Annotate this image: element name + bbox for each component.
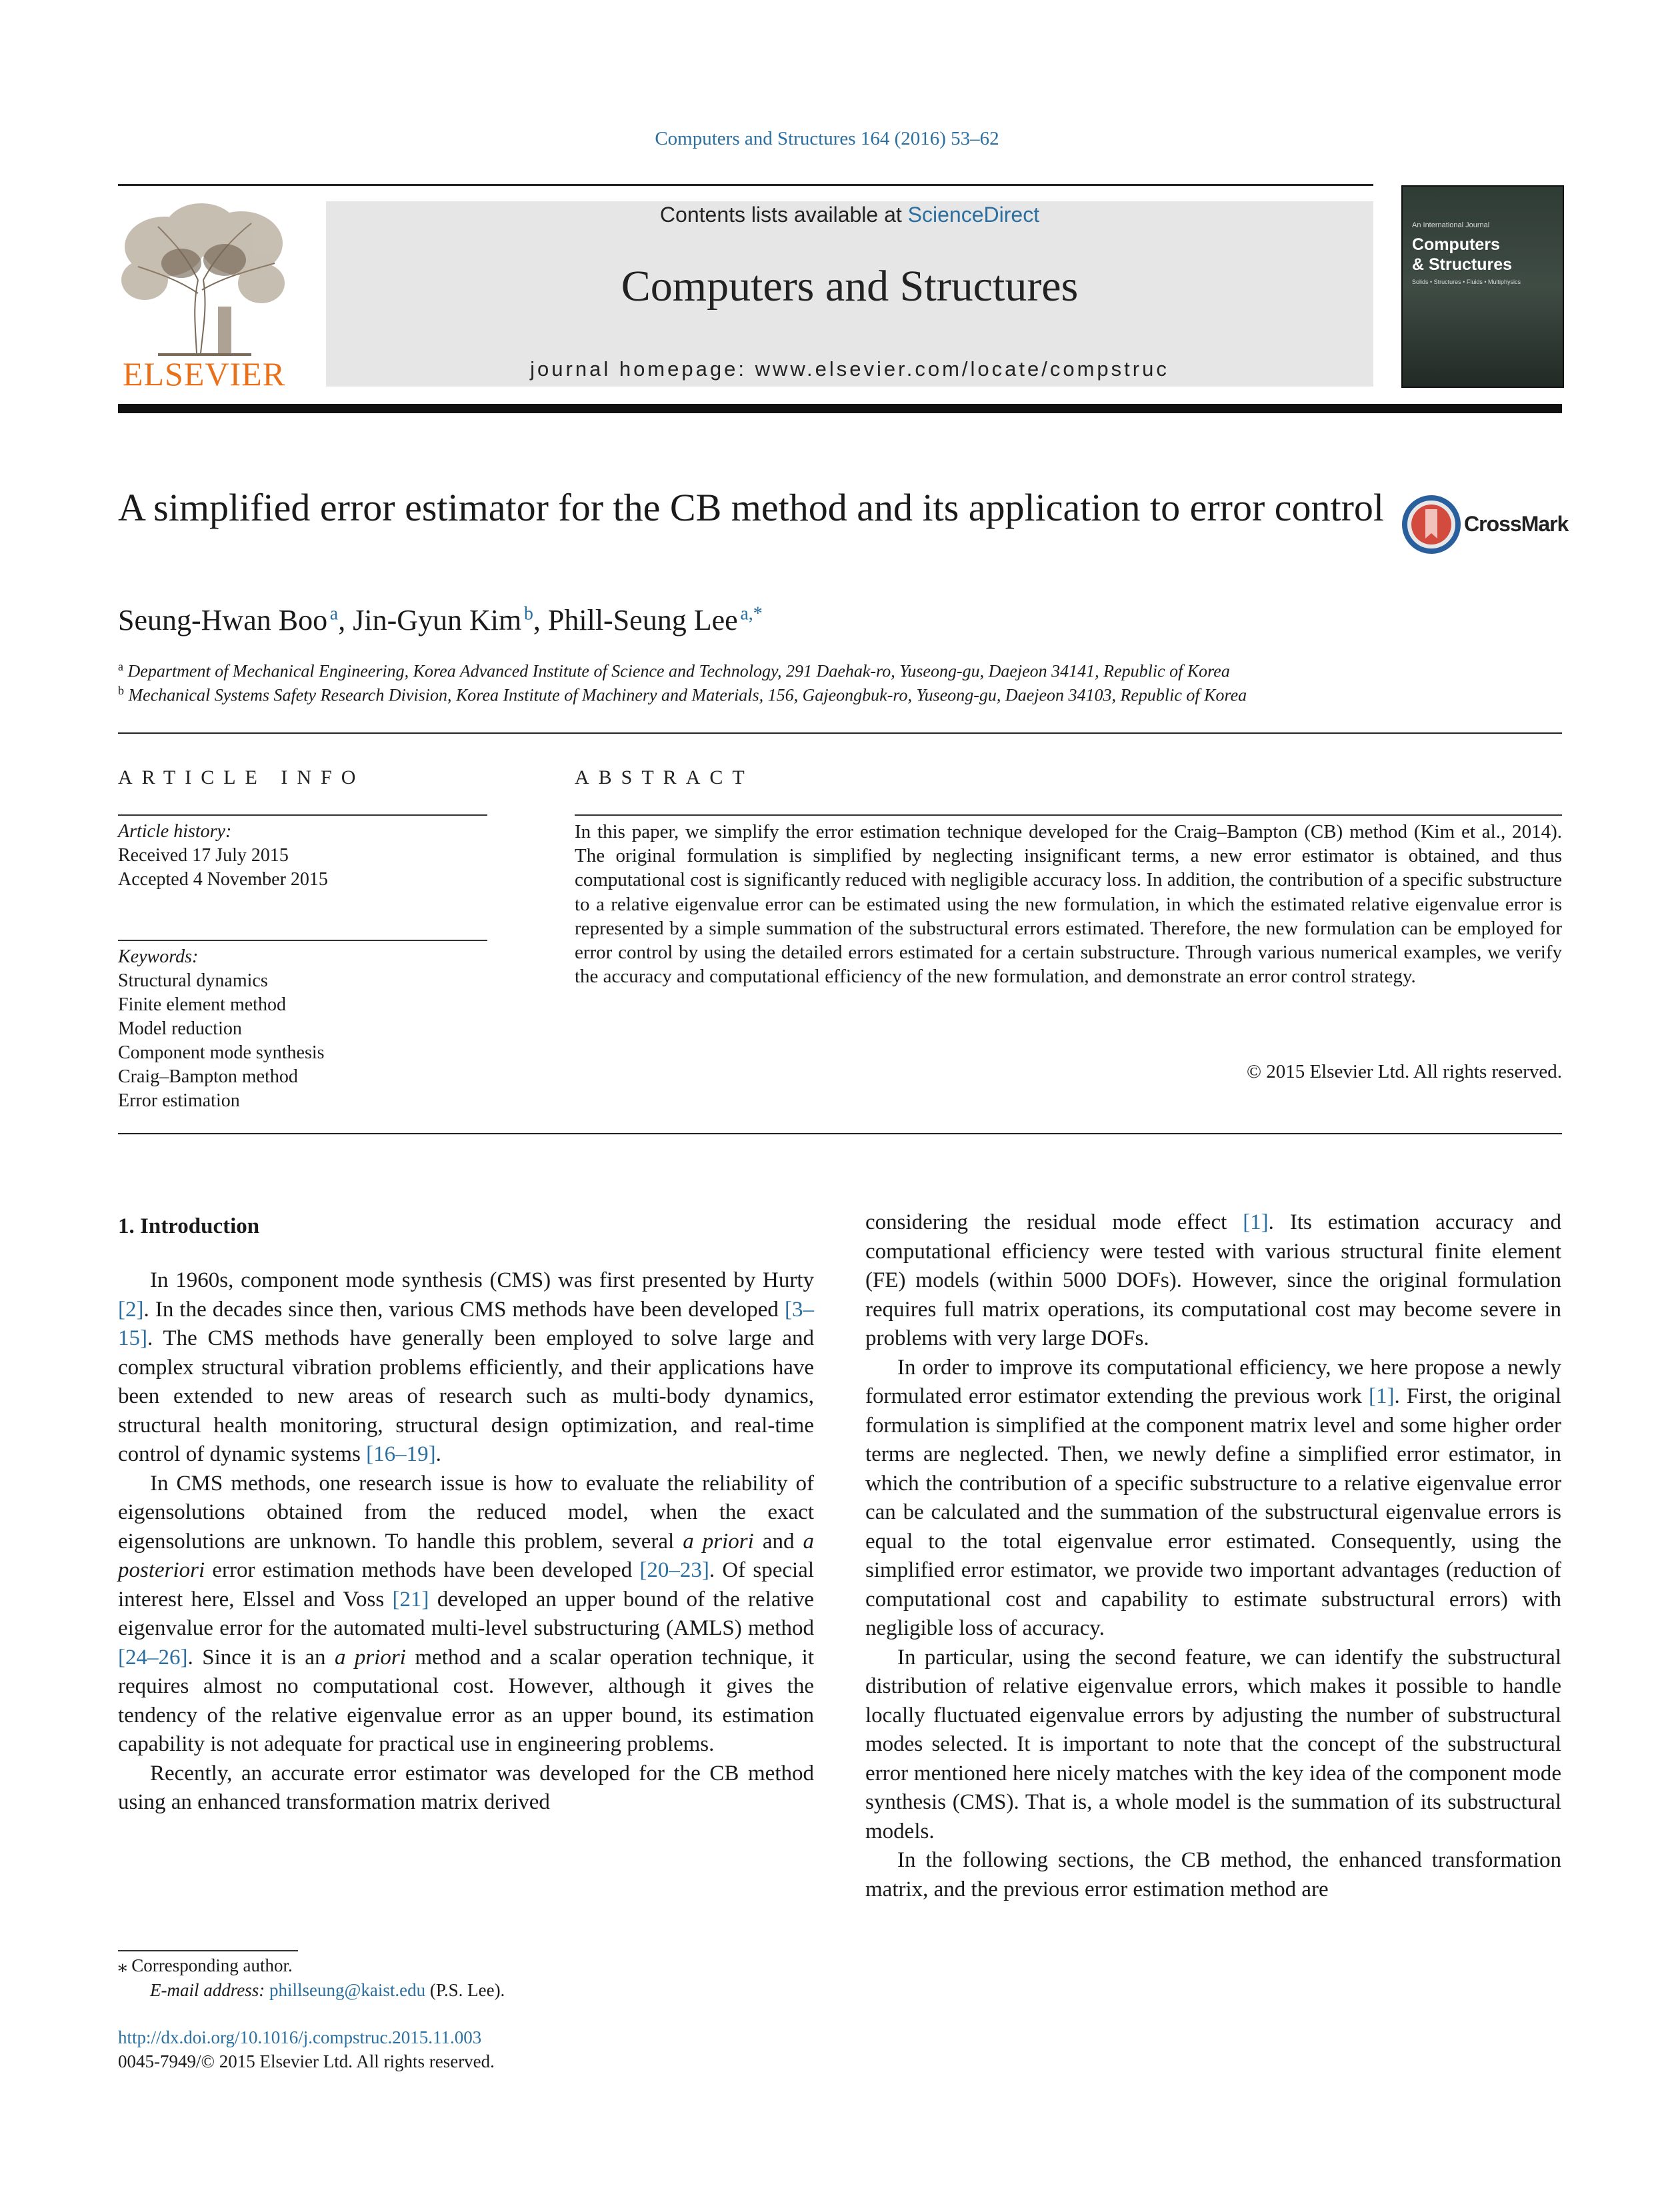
keyword: Component mode synthesis	[118, 1042, 325, 1063]
keyword: Structural dynamics	[118, 970, 268, 991]
text: . The CMS methods have generally been employed to solve large and complex structural vibration problems efficiently, and their applications have been extended to new areas of research such as multi-body dynamics, structural health monitoring, structural design optimization, and real-time control of dynamic systems	[118, 1326, 814, 1466]
text: .	[435, 1442, 441, 1466]
abstract-text: In this paper, we simplify the error estimation technique developed for the Craig–Bampton (CB) method (Kim et al., 2014). The original formulation is simplified by neglecting insignificant terms, a new error estimator is obtained, and thus computational cost is significantly reduced with negligible accuracy loss. In addition, the contribution of a specific substructure to a relative eigenvalue error can be estimated using the new formulation, in which the estimated relative eigenvalue error is represented by a simple summation of the substructural errors estimated. Therefore, the new formulation can be employed for error control by using the detailed errors estimated for a certain substructure. Through various numerical examples, we verify the accuracy and computational efficiency of the new formulation, and demonstrate an error control strategy.	[575, 821, 1562, 988]
cover-subtitle: Solids • Structures • Fluids • Multiphysics	[1412, 279, 1521, 285]
citation-link[interactable]: [21]	[392, 1587, 429, 1612]
divider	[575, 814, 1562, 816]
text: a priori	[683, 1529, 754, 1554]
received-date: Received 17 July 2015	[118, 845, 289, 866]
elsevier-logo[interactable]	[118, 200, 290, 393]
cover-title	[1412, 235, 1512, 275]
email-label: E-mail address:	[150, 1980, 269, 2000]
affiliation-mark: b	[118, 684, 124, 697]
paragraph	[865, 1208, 1561, 1354]
footnote-rule	[118, 1950, 298, 1951]
paragraph	[118, 1470, 814, 1759]
body-column-left	[118, 1266, 814, 1817]
journal-title: Computers and Structures	[621, 262, 1079, 311]
text: developed an upper bound of the relative eigenvalue error for the automated multi-level substructuring (AMLS) method	[118, 1587, 814, 1640]
affiliation-mark: a	[118, 660, 123, 673]
corresponding-author-note	[118, 1955, 293, 1976]
citation-link[interactable]: [1]	[1243, 1210, 1269, 1234]
text: In order to improve its computational efficiency, we here propose a newly formulated error estimator extending the previous work	[865, 1355, 1561, 1408]
accepted-date: Accepted 4 November 2015	[118, 869, 328, 890]
text: a posteriori	[118, 1529, 814, 1582]
footnote-star: ⁎	[118, 1955, 127, 1975]
divider	[118, 940, 487, 941]
doi-link[interactable]: http://dx.doi.org/10.1016/j.compstruc.2015.11.003	[118, 2027, 482, 2047]
affiliation-text: Department of Mechanical Engineering, Korea Advanced Institute of Science and Technology, 291 Daehak-ro, Yuseong-gu, Daejeon 34141, Republic of Korea	[127, 661, 1230, 681]
paper-title: A simplified error estimator for the CB method and its application to error control	[118, 486, 1385, 529]
keyword: Finite element method	[118, 994, 286, 1015]
abstract-heading: ABSTRACT	[575, 766, 754, 788]
author-name[interactable]: Jin-Gyun Kim	[353, 604, 522, 636]
text: . Since it is an	[187, 1645, 335, 1669]
citation-link[interactable]: [1]	[1368, 1384, 1395, 1408]
text: . Of special interest here, Elssel and Voss	[118, 1558, 814, 1612]
paragraph	[865, 1354, 1561, 1644]
header-top-rule	[118, 184, 1373, 186]
crossmark-icon	[1401, 495, 1461, 554]
section-heading: 1. Introduction	[118, 1214, 260, 1238]
text: In CMS methods, one research issue is how to evaluate the reliability of eigensolutions obtained from the reduced model, when the exact eigensolutions are unknown. To handle this problem, several	[118, 1471, 814, 1554]
contents-prefix: Contents lists available at	[659, 203, 908, 227]
text: . First, the original formulation is simplified at the component matrix level and some higher order terms are neglected. Then, we newly define a simplified error estimator, in which the contribution of a specific substructure to a relative eigenvalue error can be calculated and the summation of the substructural eigenvalue errors is equal to the total eigenvalue error estimated. Consequently, using the simplified error estimator, we provide two important advantages (reduction of computational cost and capability to estimate substructural errors) with negligible loss of accuracy.	[865, 1384, 1561, 1640]
text: . Its estimation accuracy and computational efficiency were tested with various structural finite element (FE) models (within 5000 DOFs). However, since the original formulation requires full matrix operations, its computational cost may become severe in problems with very large DOFs.	[865, 1210, 1561, 1350]
abstract-copyright: © 2015 Elsevier Ltd. All rights reserved.	[1246, 1061, 1562, 1082]
text: In 1960s, component mode synthesis (CMS) was first presented by Hurty	[150, 1268, 814, 1292]
keyword: Error estimation	[118, 1090, 240, 1111]
cover-title-line2: & Structures	[1412, 255, 1513, 274]
text: . In the decades since then, various CMS methods have been developed	[143, 1297, 785, 1322]
citation-link[interactable]: [20–23]	[639, 1558, 709, 1582]
journal-cover-thumbnail[interactable]	[1401, 185, 1564, 388]
keyword: Craig–Bampton method	[118, 1066, 298, 1087]
header-bottom-rule	[118, 404, 1562, 413]
cover-title-line1: Computers	[1412, 235, 1500, 254]
paragraph: In particular, using the second feature, we can identify the substructural distribution of relative eigenvalue errors, which makes it possible to handle locally fluctuated eigenvalue errors by adjusting the number of substructural modes selected. It is important to note that the concept of the substructural error mentioned here nicely matches with the key idea of the component mode synthesis (CMS). That is, a whole model is the summation of its substructural models.	[865, 1645, 1561, 1843]
author-name[interactable]: Phill-Seung Lee	[547, 604, 738, 636]
journal-homepage[interactable]: journal homepage: www.elsevier.com/locate/compstruc	[530, 357, 1169, 381]
text: a priori	[334, 1645, 406, 1669]
divider	[118, 1133, 1562, 1134]
author-affil-mark[interactable]: a,*	[740, 603, 763, 624]
author-list: Seung-Hwan Boo $^a$, Jin-Gyun Kim $^b$, Phill-Seung Lee $^{a,*}$	[118, 603, 763, 636]
affiliation-a	[118, 660, 1230, 682]
issn-copyright: 0045-7949/© 2015 Elsevier Ltd. All rights reserved.	[118, 2051, 495, 2071]
keywords-label: Keywords:	[118, 946, 199, 967]
cover-label: An International Journal	[1412, 221, 1490, 229]
author-affil-mark[interactable]: b	[523, 603, 533, 624]
article-history-label: Article history:	[118, 821, 232, 842]
text: considering the residual mode effect	[865, 1210, 1243, 1234]
affiliation-b	[118, 684, 1247, 706]
paragraph	[118, 1266, 814, 1470]
journal-reference[interactable]: Computers and Structures 164 (2016) 53–62	[655, 128, 999, 149]
divider	[118, 814, 487, 816]
body-column-right	[865, 1208, 1561, 1904]
article-info-heading: ARTICLE INFO	[118, 766, 365, 788]
author-affil-mark[interactable]: a	[329, 603, 339, 624]
keyword: Model reduction	[118, 1018, 242, 1039]
crossmark-label: CrossMark	[1464, 512, 1569, 536]
text: method and a scalar operation technique, it requires almost no computational cost. However, although it gives the tendency of the relative eigenvalue error as an upper bound, its estimation capability is not adequate for practical use in engineering problems.	[118, 1645, 814, 1756]
footnote-text: Corresponding author.	[131, 1955, 293, 1975]
email-suffix: (P.S. Lee).	[425, 1980, 505, 2000]
text: error estimation methods have been developed	[205, 1558, 640, 1582]
citation-link[interactable]: [3–15]	[118, 1297, 814, 1350]
citation-link[interactable]: [2]	[118, 1297, 144, 1322]
paragraph: Recently, an accurate error estimator was developed for the CB method using an enhanced transformation matrix derived	[118, 1761, 814, 1814]
citation-link[interactable]: [24–26]	[118, 1645, 188, 1669]
sciencedirect-link[interactable]: ScienceDirect	[907, 203, 1040, 227]
affiliation-text: Mechanical Systems Safety Research Division, Korea Institute of Machinery and Materials, 156, Gajeongbuk-ro, Yuseong-gu, Daejeon 34103, Republic of Korea	[128, 685, 1247, 705]
contents-line	[326, 203, 1373, 227]
email-link[interactable]: phillseung@kaist.edu	[269, 1980, 426, 2000]
publisher-name: ELSEVIER	[122, 355, 286, 393]
text: and	[753, 1529, 803, 1554]
citation-link[interactable]: [16–19]	[366, 1442, 436, 1466]
email-note	[150, 1980, 505, 2001]
paragraph: In the following sections, the CB method, the enhanced transformation matrix, and the previous error estimation method are	[865, 1848, 1561, 1901]
author-name[interactable]: Seung-Hwan Boo	[118, 604, 328, 636]
divider	[118, 732, 1562, 734]
